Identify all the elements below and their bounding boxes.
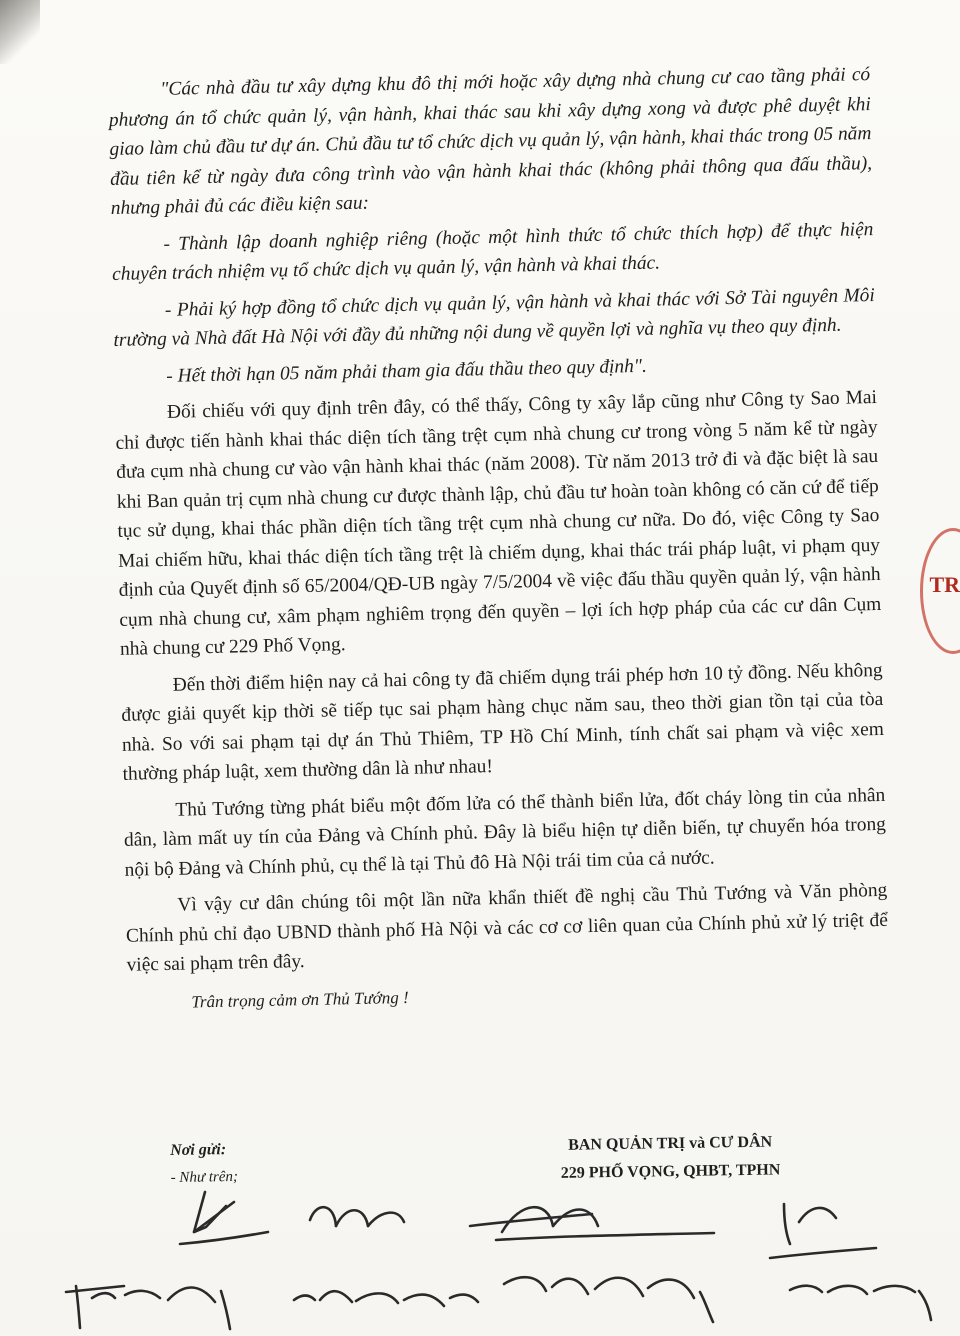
closing-line: Trân trọng cảm ơn Thủ Tướng ! bbox=[191, 987, 409, 1011]
signer-line-2: 229 PHỐ VỌNG, QHBT, TPHN bbox=[560, 1161, 781, 1182]
paragraph-4: Vì vậy cư dân chúng tôi một lần nữa khẩn thiết đề nghị cầu Thủ Tướng và Văn phòng Chính phủ chỉ đạo UBND thành phố Hà Nội và các cơ cơ liên quan của Chính phủ xử lý triệt để việc sai phạm trên đây. bbox=[125, 879, 889, 976]
paragraph-2: Đến thời điểm hiện nay cả hai công ty đã chiếm dụng trái phép hơn 10 tỷ đồng. Nếu không được giải quyết kịp thời sẽ tiếp tục sai phạm hàng chục năm sau, theo thời gian tồn tại của tòa nhà. So với sai phạm tại dự án Thủ Thiêm, TP Hồ Chí Minh, tính chất sai phạm và việc xem thường pháp luật, xem thường dân là như nhau! bbox=[121, 659, 885, 785]
recipient-item: - Như trên; bbox=[170, 1168, 239, 1186]
quote-item-1: - Thành lập doanh nghiệp riêng (hoặc một hình thức tổ chức thích hợp) để thực hiện chuyên trách nhiệm vụ tổ chức dịch vụ quản lý, vận hành và khai thác. bbox=[111, 218, 874, 285]
paper-fold-shadow bbox=[0, 0, 40, 64]
paragraph-1: Đối chiếu với quy định trên đây, có thể thấy, Công ty xây lắp cũng như Công ty Sao Mai chỉ được tiến hành khai thác diện tích tầng trệt cụm nhà chung cư trong vòng 5 năm kể từ ngày đưa cụm nhà chung cư vào vận hành khai thác (năm 2008). Từ năm 2013 trở đi và đặc biệt là sau khi Ban quản trị cụm nhà chung cư được thành lập, chủ đầu tư hoàn toàn không có căn cứ để tiếp tục sử dụng, khai thác phần diện tích tầng trệt cụm nhà chung cư nữa. Do đó, việc Công ty Sao Mai chiếm hữu, khai thác diện tích tầng trệt là chiếm dụng, khai thác trái pháp luật, vi phạm quy định của Quyết định số 65/2004/QĐ-UB ngày 7/5/2004 về việc đấu thầu quyền quản lý, vận hành cụm nhà chung cư, xâm phạm nghiêm trọng đến quyền – lợi ích hợp pháp của các cư dân Cụm nhà chung cư 229 Phố Vọng. bbox=[115, 386, 882, 660]
paragraph-3: Thủ Tướng từng phát biểu một đốm lửa có thể thành biển lửa, đốt cháy lòng tin của nhân dân, làm mất uy tín của Đảng và Chính phủ. Đây là biểu hiện tự diễn biến, tự chuyển hóa trong nội bộ Đảng và Chính phủ, cụ thể là tại Thủ đô Hà Nội trái tim của cả nước. bbox=[123, 784, 887, 881]
quote-intro: "Các nhà đầu tư xây dựng khu đô thị mới hoặc xây dựng nhà chung cư cao tầng phải có phương án tổ chức quản lý, vận hành, khai thác sau khi xây dựng xong và được phê duyệt khi giao làm chủ đầu tư dự án. Chủ đầu tư tổ chức dịch vụ quản lý, vận hành, khai thác trong 05 năm đầu tiên kể từ ngày đưa công trình vào vận hành khai thác (không phải thông qua đấu thầu), nhưng phải đủ các điều kiện sau: bbox=[108, 64, 873, 219]
letter-body bbox=[108, 60, 890, 1018]
quote-item-3: - Hết thời hạn 05 năm phải tham gia đấu thầu theo quy định". bbox=[166, 355, 648, 387]
signatures-area bbox=[0, 1180, 960, 1336]
signer-line-1: BAN QUẢN TRỊ và CƯ DÂN bbox=[568, 1133, 773, 1154]
quote-item-2: - Phải ký hợp đồng tổ chức dịch vụ quản lý, vận hành và khai thác với Sở Tài nguyên Môi trường và Nhà đất Hà Nội với đầy đủ những nội dung về quyền lợi và nghĩa vụ theo quy định. bbox=[113, 284, 875, 351]
stamp-visible-text: TR bbox=[929, 572, 960, 597]
signatures-svg bbox=[0, 1180, 960, 1336]
footer-block bbox=[170, 1127, 870, 1186]
recipient-label: Nơi gửi: bbox=[170, 1141, 227, 1159]
